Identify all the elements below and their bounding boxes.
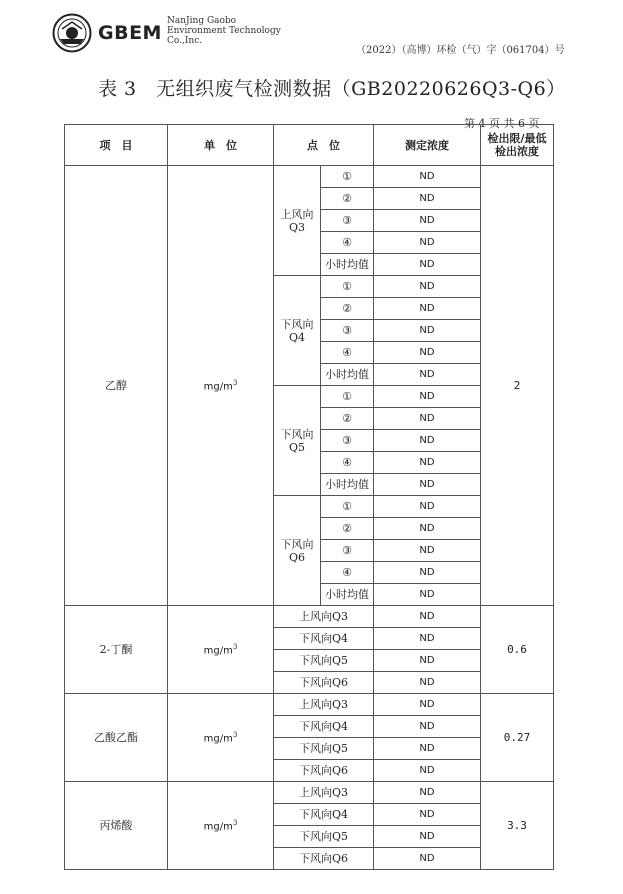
table-row [65,606,554,628]
table-row [65,782,554,804]
table-title: 表 3 无组织废气检测数据（GB20220626Q3-Q6） [98,78,566,100]
value-cell: ND [374,562,481,584]
page-info: 第 4 页 共 6 页 [464,117,540,130]
location-cell: 下风向Q5 [274,386,321,496]
value-cell: ND [374,650,481,672]
point-cell: 上风向Q3 [274,694,374,716]
header-unit: 单 位 [168,125,274,166]
value-cell: ND [374,254,481,276]
company-logo [52,13,92,53]
point-cell: ④ [321,342,374,364]
unit-cell [168,694,274,782]
point-cell: 小时均值 [321,254,374,276]
point-cell: 下风向Q6 [274,760,374,782]
value-cell: ND [374,496,481,518]
value-cell: ND [374,848,481,870]
point-cell: ② [321,188,374,210]
location-cell: 下风向Q6 [274,496,321,606]
value-cell: ND [374,386,481,408]
point-cell: 下风向Q5 [274,650,374,672]
value-cell: ND [374,628,481,650]
value-cell: ND [374,584,481,606]
item-cell: 乙酸乙酯 [65,694,168,782]
company-name [167,16,281,46]
point-cell: 下风向Q5 [274,738,374,760]
value-cell: ND [374,540,481,562]
value-cell: ND [374,738,481,760]
point-cell: ② [321,518,374,540]
point-cell: 小时均值 [321,474,374,496]
header-measured: 测定浓度 [374,125,481,166]
unit-superscript: 3 [232,819,238,828]
value-cell: ND [374,518,481,540]
point-cell: 下风向Q5 [274,826,374,848]
header-item: 项 目 [65,125,168,166]
company-line: Environment Technology [167,26,281,36]
brand-name: GBEM [98,22,162,44]
value-cell: ND [374,452,481,474]
data-table [64,124,554,870]
limit-cell: 3.3 [481,782,554,870]
value-cell: ND [374,782,481,804]
value-cell: ND [374,826,481,848]
value-cell: ND [374,716,481,738]
value-cell: ND [374,166,481,188]
point-cell: 小时均值 [321,364,374,386]
point-cell: ③ [321,430,374,452]
unit-text: mg/m [203,821,233,833]
point-cell: 下风向Q4 [274,804,374,826]
point-cell: ① [321,166,374,188]
value-cell: ND [374,210,481,232]
point-cell: 下风向Q6 [274,672,374,694]
point-cell: ④ [321,562,374,584]
limit-cell: 0.6 [481,606,554,694]
limit-cell: 0.27 [481,694,554,782]
value-cell: ND [374,606,481,628]
location-cell: 上风向Q3 [274,166,321,276]
table-row [65,166,554,188]
point-cell: 小时均值 [321,584,374,606]
unit-superscript: 3 [232,643,238,652]
unit-superscript: 3 [232,731,238,740]
value-cell: ND [374,408,481,430]
value-cell: ND [374,276,481,298]
table-row [65,694,554,716]
limit-cell: 2 [481,166,554,606]
unit-cell [168,166,274,606]
value-cell: ND [374,804,481,826]
company-line: Co.,Inc. [167,36,203,46]
point-cell: 下风向Q6 [274,848,374,870]
report-number: （2022）（高博）环检（气）字（061704）号 [356,45,565,56]
point-cell: ④ [321,452,374,474]
header-point: 点 位 [274,125,374,166]
company-line: NanJing Gaobo [167,16,237,26]
value-cell: ND [374,232,481,254]
point-cell: ④ [321,232,374,254]
point-cell: ② [321,298,374,320]
point-cell: ① [321,496,374,518]
value-cell: ND [374,298,481,320]
point-cell: ② [321,408,374,430]
header-limit: 检出限/最低检出浓度 [481,125,554,166]
value-cell: ND [374,760,481,782]
location-cell: 下风向Q4 [274,276,321,386]
unit-text: mg/m [203,645,233,657]
point-cell: ① [321,386,374,408]
value-cell: ND [374,188,481,210]
point-cell: ③ [321,540,374,562]
value-cell: ND [374,474,481,496]
point-cell: 上风向Q3 [274,606,374,628]
point-cell: ③ [321,320,374,342]
point-cell: ① [321,276,374,298]
value-cell: ND [374,320,481,342]
unit-text: mg/m [203,381,233,393]
item-cell: 丙烯酸 [65,782,168,870]
point-cell: 下风向Q4 [274,628,374,650]
value-cell: ND [374,694,481,716]
unit-text: mg/m [203,733,233,745]
point-cell: ③ [321,210,374,232]
unit-superscript: 3 [232,379,238,388]
table-header-row [65,125,554,166]
value-cell: ND [374,672,481,694]
value-cell: ND [374,342,481,364]
unit-cell [168,606,274,694]
value-cell: ND [374,364,481,386]
unit-cell [168,782,274,870]
point-cell: 下风向Q4 [274,716,374,738]
item-cell: 乙醇 [65,166,168,606]
value-cell: ND [374,430,481,452]
item-cell: 2-丁酮 [65,606,168,694]
point-cell: 上风向Q3 [274,782,374,804]
